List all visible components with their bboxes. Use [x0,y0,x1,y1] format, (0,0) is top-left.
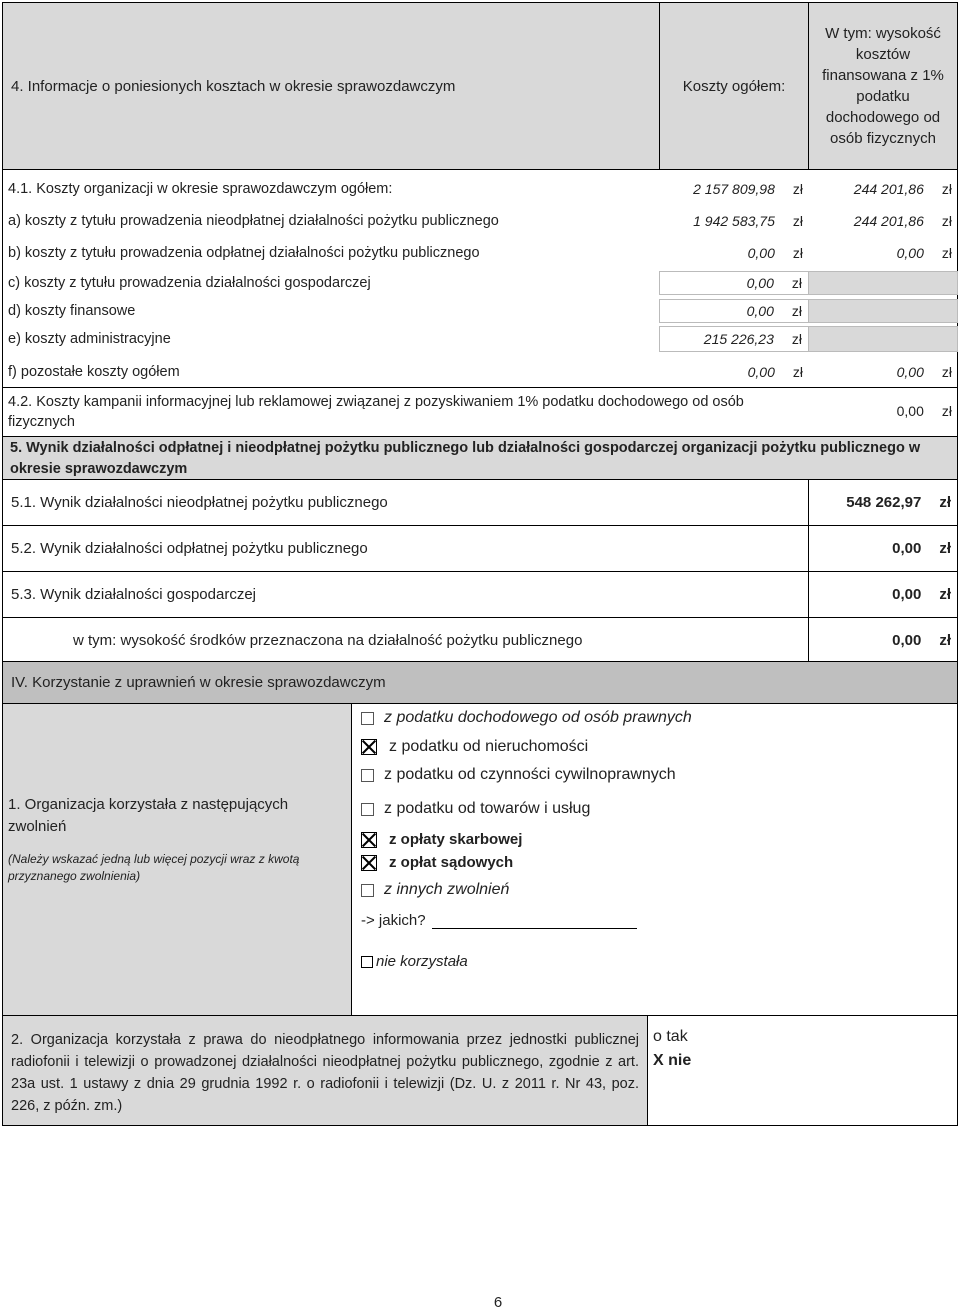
cost-row-total [659,240,809,266]
option-label: z podatku od czynności cywilnoprawnych [384,766,676,783]
cost-row-part-value: 0,00 [896,364,924,380]
result-value: 0,00 [892,586,922,603]
cost-row-total-value: 0,00 [746,275,774,291]
checkbox-empty-icon[interactable] [361,956,373,968]
currency: zł [939,494,951,511]
cost-row-part [808,359,958,385]
option-label: z opłat sądowych [389,854,514,871]
option-5[interactable] [361,854,513,871]
result-value: 0,00 [892,540,922,557]
result-value: 548 262,97 [846,494,922,511]
option-label: z podatku od nieruchomości [389,738,589,755]
checkbox-empty-icon[interactable] [361,884,374,897]
cost-row-total-value: 0,00 [747,364,775,380]
result-row-label [2,617,809,664]
q2-yes[interactable]: o tak [653,1028,688,1045]
result-row-value [808,525,958,572]
cost-row-total-value: 0,00 [746,303,774,319]
currency: zł [941,403,952,419]
currency: zł [791,275,802,291]
result-value: 0,00 [892,632,922,649]
currency: zł [792,245,803,261]
result-row-value [808,571,958,618]
cost-row-label: b) koszty z tytułu prowadzenia odpłatnej działalności pożytku publicznego [8,245,480,261]
cost-row-label: a) koszty z tytułu prowadzenia nieodpłatnej działalności pożytku publicznego [8,213,499,229]
cost-row-part-value: 244 201,86 [853,181,924,197]
result-row-label [2,479,809,526]
currency: zł [941,245,952,261]
q2-label-cell [2,1015,648,1126]
currency: zł [941,213,952,229]
cost-row-label: e) koszty administracyjne [8,331,171,347]
currency: zł [792,364,803,380]
q2-no[interactable]: X nie [653,1052,692,1069]
col-total-label: Koszty ogółem: [682,77,786,95]
result-row-value [808,617,958,664]
result-row-text: 5.2. Wynik działalności odpłatnej pożytku publicznego [11,540,368,557]
cost-row-part [808,271,958,295]
currency: zł [939,632,951,649]
cost-row-label: c) koszty z tytułu prowadzenia działalności gospodarczej [8,275,371,291]
currency: zł [941,181,952,197]
option-4[interactable] [361,831,522,848]
currency: zł [939,586,951,603]
option-label: z innych zwolnień [384,881,510,898]
row-4-2-value-cell [808,400,958,422]
result-row-label [2,525,809,572]
option-6[interactable] [361,881,509,899]
cost-row-part [808,326,958,352]
cost-row-total [659,326,809,352]
result-row-value [808,479,958,526]
currency: zł [941,364,952,380]
q1-note: (Należy wskazać jedną lub więcej pozycji wraz z kwotą przyznanego zwolnienia) [8,852,300,883]
checkbox-empty-icon[interactable] [361,712,374,725]
cost-row-total [659,208,809,234]
cost-row-total [659,359,809,385]
cost-row-part [808,176,958,202]
result-row-label [2,571,809,618]
cost-row-total-value: 0,00 [747,245,775,261]
result-row-text: 5.3. Wynik działalności gospodarczej [11,586,256,603]
cost-row-part [808,208,958,234]
cost-row-total-value: 1 942 583,75 [693,213,775,229]
currency: zł [791,303,802,319]
currency: zł [791,331,802,347]
checkbox-checked-icon[interactable] [361,855,377,871]
option-label: z podatku od towarów i usług [384,800,591,817]
cost-row-label: d) koszty finansowe [8,303,136,319]
option-2[interactable] [361,766,676,784]
sectionIV-title: IV. Korzystanie z uprawnień w okresie sprawozdawczym [11,674,386,691]
cost-row-part-value: 244 201,86 [853,213,924,229]
q1-label: 1. Organizacja korzystała z następujących zwolnień [8,796,289,835]
cost-row-label: f) pozostałe koszty ogółem [8,364,180,380]
currency: zł [939,540,951,557]
cost-row-total-value: 215 226,23 [703,331,774,347]
q2-label: 2. Organizacja korzystała z prawa do nieodpłatnego informowania przez jednostki publicznej radiofonii i telewizji o prowadzonej działalności nieodpłatnej pożytku publicznego, zgodnie z art. 23a ust. 1 ustawy z dnia 29 grudnia 1992 r. o radiofonii i telewizji (Dz. U. z 2011 r. Nr 43, poz. 226, z późn. zm.) [11,1032,639,1114]
option-1[interactable] [361,738,588,756]
cost-row-total [659,299,809,323]
section5-title: 5. Wynik działalności odpłatnej i nieodpłatnej pożytku publicznego lub działalności gospodarczej organizacji pożytku publicznego w okresie sprawozdawczym [10,440,921,477]
checkbox-checked-icon[interactable] [361,739,377,755]
sectionIV-title-cell [2,661,958,704]
cost-row-total-value: 2 157 809,98 [693,181,775,197]
not-used-option[interactable] [361,953,468,970]
cost-row-label: 4.1. Koszty organizacji w okresie sprawozdawczym ogółem: [8,181,393,197]
checkbox-empty-icon[interactable] [361,769,374,782]
currency: zł [792,213,803,229]
col-part-label: W tym: wysokość kosztów finansowana z 1% podatku dochodowego od osób fizycznych [822,25,944,147]
section4-title-cell [2,2,660,170]
other-input-line[interactable] [432,911,637,929]
checkbox-empty-icon[interactable] [361,803,374,816]
section4-title: 4. Informacje o poniesionych kosztach w okresie sprawozdawczym [11,77,456,95]
option-0[interactable] [361,709,692,727]
option-label: z opłaty skarbowej [389,831,523,848]
page-number: 6 [493,1294,503,1311]
cost-row-part [808,299,958,323]
row-4-2-value: 0,00 [896,403,924,419]
currency: zł [792,181,803,197]
checkbox-checked-icon[interactable] [361,832,377,848]
result-row-text: 5.1. Wynik działalności nieodpłatnej pożytku publicznego [11,494,388,511]
other-prompt: -> jakich? [361,912,426,929]
cost-row-part [808,240,958,266]
section5-title-cell [2,436,958,480]
q2-answer-cell [647,1015,958,1126]
result-row-text: w tym: wysokość środków przeznaczona na działalność pożytku publicznego [73,632,583,649]
cost-row-total [659,271,809,295]
other-prompt-row [361,911,637,929]
col-part-header [808,2,958,170]
cost-row-total [659,176,809,202]
option-3[interactable] [361,800,590,818]
row-4-2-label: 4.2. Koszty kampanii informacyjnej lub reklamowej związanej z pozyskiwaniem 1% podatku dochodowego od osób fizycznych [8,394,744,430]
not-used-label: nie korzystała [376,953,468,970]
cost-row-part-value: 0,00 [896,245,924,261]
option-label: z podatku dochodowego od osób prawnych [384,709,692,726]
col-total-header [659,2,809,170]
